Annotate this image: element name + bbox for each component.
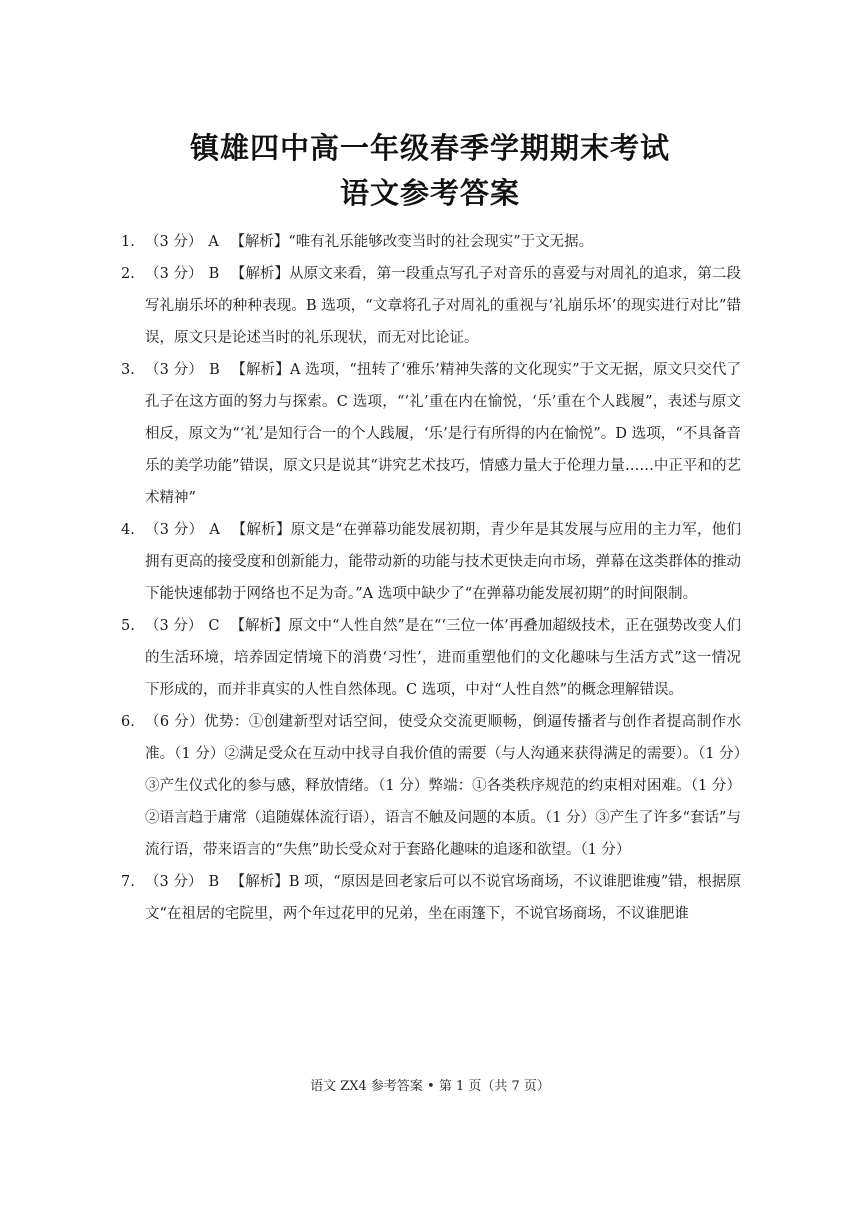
page-title: 镇雄四中高一年级春季学期期末考试 xyxy=(189,131,670,165)
question-number: 2. xyxy=(121,266,135,282)
analysis-text: 原文是“在弹幕功能发展初期，青少年是其发展与应用的主力军，他们拥有更高的接受度和创新能力，能带动新的功能与技术更快走向市场，弹幕在这类群体的推动下能快速郁勃于网络也不足为奇。”A 选项中缺少了“在弹幕功能发展初期”的时间限制。 xyxy=(145,522,741,602)
answer-item xyxy=(121,610,741,706)
answer-choice: A xyxy=(209,522,220,538)
answer-choice: A xyxy=(208,234,219,250)
analysis-tag: 【解析】 xyxy=(231,522,291,538)
analysis-text: 从原文来看，第一段重点写孔子对音乐的喜爱与对周礼的追求，第二段写礼崩乐坏的种种表现。B 选项，“文章将孔子对周礼的重视与‘礼崩乐坏’的现实进行对比”错误，原文只是论述当时的礼乐现状，而无对比论证。 xyxy=(145,266,742,346)
page-footer: 语文 ZX4 参考答案 • 第 1 页（共 7 页） xyxy=(310,1079,550,1094)
analysis-text: 原文中“人性自然”是在“‘三位一体’再叠加超级技术，正在强势改变人们的生活环境，培养固定情境下的消费‘习性’，进而重塑他们的文化趣味与生活方式”这一情况下形成的，而并非真实的人性自然体现。C 选项，中对“人性自然”的概念理解错误。 xyxy=(145,618,741,698)
question-number: 4. xyxy=(121,522,135,538)
question-score: （3 分） xyxy=(145,874,203,890)
question-score: （3 分） xyxy=(145,522,204,538)
question-number: 1. xyxy=(121,234,135,250)
analysis-text: “唯有礼乐能够改变当时的社会现实”于文无据。 xyxy=(288,234,594,250)
question-score: （3 分） xyxy=(145,234,203,250)
analysis-text: A 选项，“扭转了‘雅乐’精神失落的文化现实”于文无据，原文只交代了孔子在这方面的努力与探索。C 选项，“‘礼’重在内在愉悦，‘乐’重在个人践履”，表述与原文相反，原文为“‘礼’是知行合一的个人践履，‘乐’是行有所得的内在愉悦”。D 选项，“不具备音乐的美学功能”错误，原文只是说其“讲究艺术技巧，情感力量大于伦理力量……中正平和的艺术精神” xyxy=(145,362,742,506)
question-score: （3 分） xyxy=(145,266,203,282)
question-number: 3. xyxy=(121,362,135,378)
answer-item xyxy=(121,226,741,258)
answer-item xyxy=(121,706,741,866)
answer-choice: B xyxy=(208,266,220,282)
answer-item xyxy=(121,258,741,354)
answer-item xyxy=(121,354,741,514)
question-number: 7. xyxy=(121,874,135,890)
page-subtitle: 语文参考答案 xyxy=(339,176,520,210)
analysis-tag: 【解析】 xyxy=(230,234,289,250)
analysis-tag: 【解析】 xyxy=(230,874,289,890)
question-number: 6. xyxy=(121,714,135,730)
answer-choice: C xyxy=(208,618,220,634)
question-score: （3 分） xyxy=(145,618,203,634)
analysis-tag: 【解析】 xyxy=(230,266,290,282)
analysis-text: B 项，“原因是回老家后可以不说官场商场，不议谁肥谁瘦”错，根据原文“在祖居的宅院里，两个年过花甲的兄弟，坐在雨篷下，不说官场商场，不议谁肥谁 xyxy=(145,874,741,922)
analysis-tag: 【解析】 xyxy=(230,618,289,634)
analysis-tag: 【解析】 xyxy=(231,362,290,378)
question-score: （3 分） xyxy=(145,362,204,378)
answer-item xyxy=(121,866,741,930)
question-score: （6 分） xyxy=(145,714,205,730)
answer-item xyxy=(121,514,741,610)
analysis-text: 优势：①创建新型对话空间，使受众交流更顺畅，倒逼传播者与创作者提高制作水准。（1 分）②满足受众在互动中找寻自我价值的需要（与人沟通来获得满足的需要）。（1 分）③产生仪式化的参与感，释放情绪。（1 分）弊端：①各类秩序规范的约束相对困难。（1 分）②语言趋于庸常（追随媒体流行语），语言不触及问题的本质。（1 分）③产生了许多“套话”与流行语，带来语言的“失焦”助长受众对于套路化趣味的追逐和欲望。（1 分） xyxy=(145,714,741,858)
answer-choice: B xyxy=(208,874,220,890)
answer-choice: B xyxy=(209,362,220,378)
question-number: 5. xyxy=(121,618,135,634)
answer-list xyxy=(121,226,741,930)
